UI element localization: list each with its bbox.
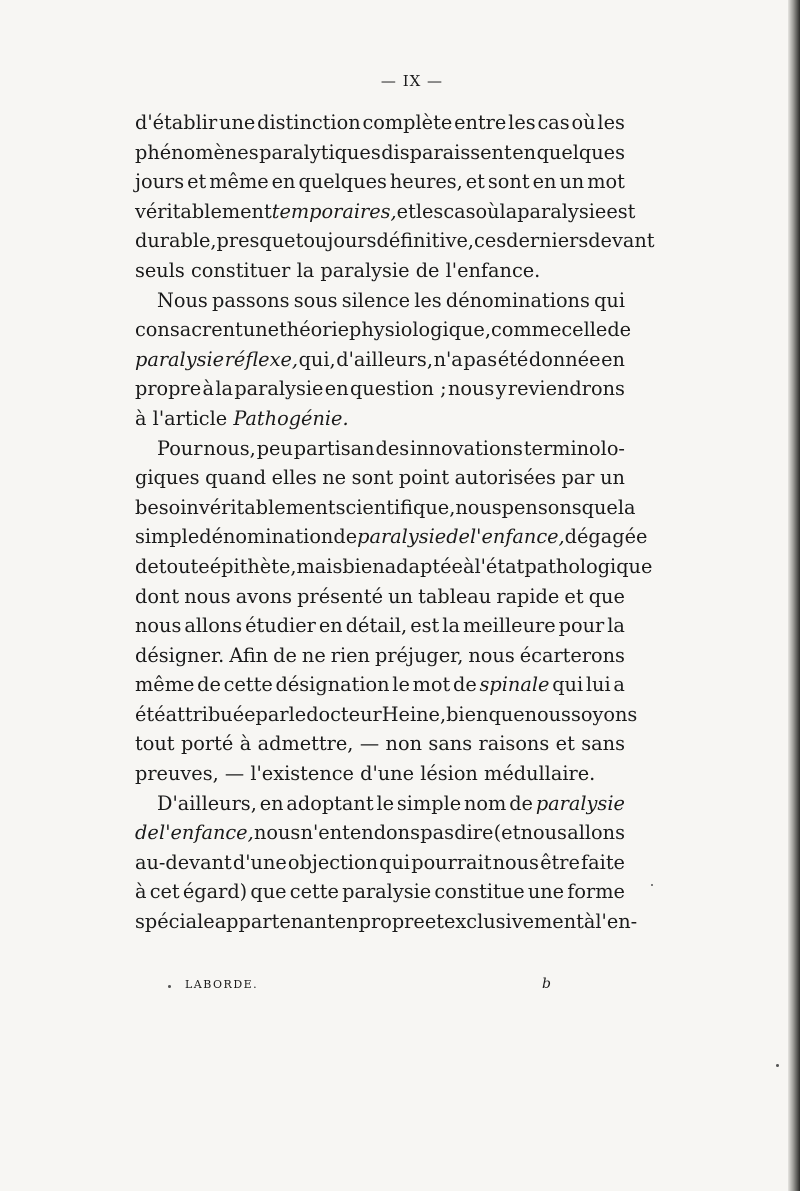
word: et (465, 170, 485, 194)
text-line (135, 463, 625, 493)
word: adaptée (384, 554, 463, 578)
word: allons (567, 821, 625, 845)
italic-word: temporaires, (271, 199, 397, 223)
word: nous, (203, 436, 256, 460)
word: appartenant (214, 910, 335, 934)
word: physiologique, (349, 318, 491, 342)
word: d'ailleurs, (336, 347, 433, 371)
word: silence (341, 288, 411, 312)
word: quelques (298, 170, 387, 194)
text-line (135, 315, 632, 345)
word: l'en- (595, 910, 638, 934)
word: où (475, 199, 500, 223)
word: jours (135, 170, 185, 194)
word: la (607, 614, 625, 638)
word: innovations (410, 436, 523, 460)
word: que (250, 880, 287, 904)
italic-word: l'enfance, (469, 525, 565, 549)
word: la (617, 495, 636, 519)
word: tableau (418, 584, 492, 608)
word: et (555, 732, 575, 756)
word: giques (135, 466, 200, 490)
word: complète (362, 111, 453, 134)
word: égard) (182, 880, 248, 904)
print-speck (168, 985, 171, 988)
word: désigner. (135, 643, 225, 667)
word: nous (468, 643, 515, 667)
word: que (588, 584, 625, 608)
word: point (398, 466, 450, 490)
word: une (219, 111, 256, 134)
word: nous (492, 850, 539, 874)
word: à (239, 732, 252, 756)
word: paralytiques (259, 140, 381, 164)
word: quelques (536, 140, 625, 164)
word: propre (135, 377, 202, 401)
word: entre (454, 111, 507, 134)
word: sans (428, 732, 473, 756)
word: sans (581, 732, 625, 756)
word: même (209, 170, 269, 194)
word: en (601, 347, 625, 371)
word: porté (180, 732, 234, 756)
signature-mark: LABORDE. (185, 978, 259, 991)
text-line (135, 611, 625, 641)
word: présenté (297, 584, 384, 608)
text-line (135, 670, 625, 700)
word: sous (293, 288, 338, 312)
word: désignation (275, 673, 390, 697)
word: l'état (474, 554, 525, 578)
text-line (135, 818, 625, 848)
page-edge-shadow (788, 0, 800, 1191)
italic-word: l'enfance, (159, 821, 254, 845)
word: les (414, 288, 442, 312)
word: reviendrons (507, 377, 625, 401)
word: cet (149, 880, 180, 904)
word: une (527, 880, 565, 904)
word: paralysie (342, 880, 432, 904)
word: nous (184, 584, 231, 608)
word: adoptant (286, 791, 374, 815)
word: mot (587, 170, 625, 194)
text-line (135, 877, 625, 907)
sheet-mark: b (542, 976, 551, 992)
page-footer (0, 978, 800, 998)
word: comme (490, 318, 562, 342)
word: Pour (157, 436, 203, 460)
word: phénomènes (135, 140, 259, 164)
word: à (202, 377, 214, 401)
word: qui, (298, 347, 336, 371)
word: l'enfance. (445, 258, 541, 282)
word: bien (342, 554, 385, 578)
text-line (135, 226, 655, 256)
word: en (512, 140, 537, 164)
word: au-devant (135, 850, 232, 874)
word: allons (184, 614, 243, 638)
word: paralysie (320, 258, 410, 282)
text-line (135, 522, 648, 552)
word: pour (558, 614, 605, 638)
word: les (508, 111, 536, 134)
word: soyons (570, 702, 638, 726)
word: dégagée (564, 525, 648, 549)
text-line (135, 108, 625, 138)
word: peu (256, 436, 293, 460)
word: les (415, 199, 444, 223)
word: mot (412, 673, 451, 697)
word: — (359, 732, 380, 756)
word: Afin (229, 643, 269, 667)
word: pourrait (411, 850, 492, 874)
word: la (499, 199, 518, 223)
word: passons (211, 288, 290, 312)
word: objection (287, 850, 379, 874)
word: rien (330, 643, 370, 667)
word: et (424, 910, 444, 934)
word: derniers (506, 229, 589, 253)
word: étudier (245, 614, 316, 638)
word: épithète, (209, 554, 297, 578)
word: donnée (528, 347, 601, 371)
word: toute (158, 554, 210, 578)
word: nous (524, 702, 571, 726)
word: véritablement (198, 495, 336, 519)
word: qui (552, 673, 584, 697)
page-number: — IX — (380, 72, 444, 90)
word: non (385, 732, 422, 756)
italic-word: paralysie (357, 525, 447, 549)
word: à (135, 880, 147, 904)
word: préjuger, (375, 643, 464, 667)
text-line (135, 552, 653, 582)
word: nom (464, 791, 507, 815)
word: tout (135, 732, 175, 756)
word: pas (420, 821, 454, 845)
word: attribuée (165, 702, 256, 726)
word: Nous (157, 288, 208, 312)
word: terminolo- (523, 436, 625, 460)
word: durable, (135, 229, 217, 253)
word: nous (520, 821, 567, 845)
word: nous (135, 614, 182, 638)
word: lui (585, 673, 611, 697)
word: d'une (360, 762, 415, 786)
italic-word: paralysie (535, 791, 625, 815)
word: de (273, 643, 297, 667)
word: l'article (152, 406, 228, 430)
word: en (318, 614, 343, 638)
word: est (410, 614, 440, 638)
word: rapide (496, 584, 560, 608)
word: même (135, 673, 195, 697)
word: les (597, 111, 625, 134)
text-line (135, 374, 625, 404)
word: cette (289, 880, 339, 904)
word: la (296, 258, 315, 282)
text-line (135, 729, 625, 759)
word: ne (301, 643, 326, 667)
word: de (453, 673, 477, 697)
body-text (135, 108, 655, 937)
word: et (564, 584, 584, 608)
italic-word: paralysie (135, 347, 225, 371)
word: paralysie (234, 377, 324, 401)
text-line (135, 582, 625, 612)
italic-word: de (446, 525, 470, 549)
word: raisons (478, 732, 550, 756)
text-line (135, 789, 625, 819)
word: de (197, 673, 221, 697)
word: le (392, 673, 410, 697)
text-line (135, 907, 638, 937)
text-line (135, 345, 625, 375)
word: simple (396, 791, 462, 815)
text-line (135, 700, 638, 730)
word: devant (588, 229, 655, 253)
italic-word: Pathogénie. (233, 406, 349, 430)
word: d'une (232, 850, 287, 874)
text-line (135, 434, 625, 464)
word: constituer (190, 258, 291, 282)
word: — (224, 762, 245, 786)
word: (et (493, 821, 521, 845)
word: cas (443, 199, 476, 223)
italic-word: spinale (479, 673, 550, 697)
word: paralysie (517, 199, 607, 223)
word: dont (135, 584, 180, 608)
word: où (571, 111, 596, 134)
word: que (581, 495, 618, 519)
word: définitive, (376, 229, 475, 253)
word: théorie (279, 318, 350, 342)
word: simple (135, 525, 200, 549)
word: le (288, 702, 307, 726)
word: écarterons (519, 643, 625, 667)
text-line (135, 197, 636, 227)
word: elles (271, 466, 317, 490)
word: forme (567, 880, 625, 904)
word: en (271, 170, 296, 194)
word: faite (581, 850, 625, 874)
word: partisan (293, 436, 375, 460)
word: d'établir (135, 111, 218, 134)
word: nous (447, 377, 495, 401)
word: un (559, 170, 585, 194)
word: ne (322, 466, 347, 490)
word: de (415, 258, 440, 282)
word: à (135, 406, 147, 430)
word: un (388, 584, 413, 608)
word: cette (223, 673, 273, 697)
word: un (600, 466, 625, 490)
word: la (442, 614, 460, 638)
word: spéciale (135, 910, 215, 934)
text-line (135, 641, 625, 671)
word: scientifique, (335, 495, 456, 519)
word: de (135, 554, 159, 578)
word: dénominations (445, 288, 590, 312)
word: distinction (257, 111, 361, 134)
word: et (187, 170, 207, 194)
word: presque (216, 229, 296, 253)
word: sont (487, 170, 530, 194)
word: ces (474, 229, 507, 253)
word: une (242, 318, 280, 342)
word: médullaire. (484, 762, 596, 786)
word: et (396, 199, 416, 223)
word: consacrent (135, 318, 243, 342)
text-line (135, 848, 625, 878)
word: qui (594, 288, 625, 312)
word: que (488, 702, 525, 726)
word: cas (537, 111, 570, 134)
word: pas (463, 347, 498, 371)
word: l'existence (250, 762, 354, 786)
word: bien (446, 702, 489, 726)
word: exclusivement (443, 910, 584, 934)
text-line (135, 404, 625, 434)
word: admettre, (257, 732, 354, 756)
word: besoin (135, 495, 199, 519)
word: docteur (306, 702, 382, 726)
word: D'ailleurs, (157, 791, 257, 815)
text-line (135, 167, 625, 197)
print-speck (651, 884, 653, 886)
word: de (509, 791, 533, 815)
word: Heine, (381, 702, 447, 726)
word: propre (358, 910, 425, 934)
word: meilleure (462, 614, 556, 638)
word: mais (296, 554, 343, 578)
word: par (255, 702, 289, 726)
word: dénomination (199, 525, 334, 549)
word: pensons (501, 495, 582, 519)
text-line (135, 286, 625, 316)
word: des (375, 436, 410, 460)
word: à (462, 554, 475, 578)
word: véritablement (135, 199, 272, 223)
word: pathologique (524, 554, 653, 578)
word: être (540, 850, 580, 874)
word: qui (379, 850, 411, 874)
word: en (532, 170, 557, 194)
word: constitue (434, 880, 525, 904)
word: seuls (135, 258, 185, 282)
word: lésion (420, 762, 478, 786)
word: dire (454, 821, 494, 845)
word: en (259, 791, 284, 815)
word: avons (235, 584, 293, 608)
word: y (495, 377, 507, 401)
word: n'a (433, 347, 463, 371)
word: en (324, 377, 349, 401)
word: été (497, 347, 529, 371)
word: sont (351, 466, 394, 490)
word: à (583, 910, 596, 934)
word: disparaissent (381, 140, 512, 164)
print-speck (776, 1064, 779, 1067)
text-line (135, 138, 625, 168)
word: de (607, 318, 632, 342)
text-line (135, 256, 625, 286)
text-line (135, 493, 636, 523)
word: heures, (389, 170, 463, 194)
word: autorisées (454, 466, 556, 490)
word: par (561, 466, 595, 490)
word: de (333, 525, 358, 549)
word: preuves, (135, 762, 219, 786)
word: celle (561, 318, 608, 342)
word: toujours (295, 229, 377, 253)
italic-word: de (135, 821, 159, 845)
word: la (215, 377, 233, 401)
word: question ; (349, 377, 447, 401)
word: quand (205, 466, 267, 490)
word: a (613, 673, 625, 697)
word: le (376, 791, 395, 815)
word: été (135, 702, 166, 726)
italic-word: réflexe, (224, 347, 298, 371)
text-line (135, 759, 625, 789)
word: détail, (345, 614, 408, 638)
word: nous (455, 495, 502, 519)
word: est (606, 199, 636, 223)
word: en (334, 910, 359, 934)
word: n'entendons (300, 821, 420, 845)
word: nous (253, 821, 301, 845)
